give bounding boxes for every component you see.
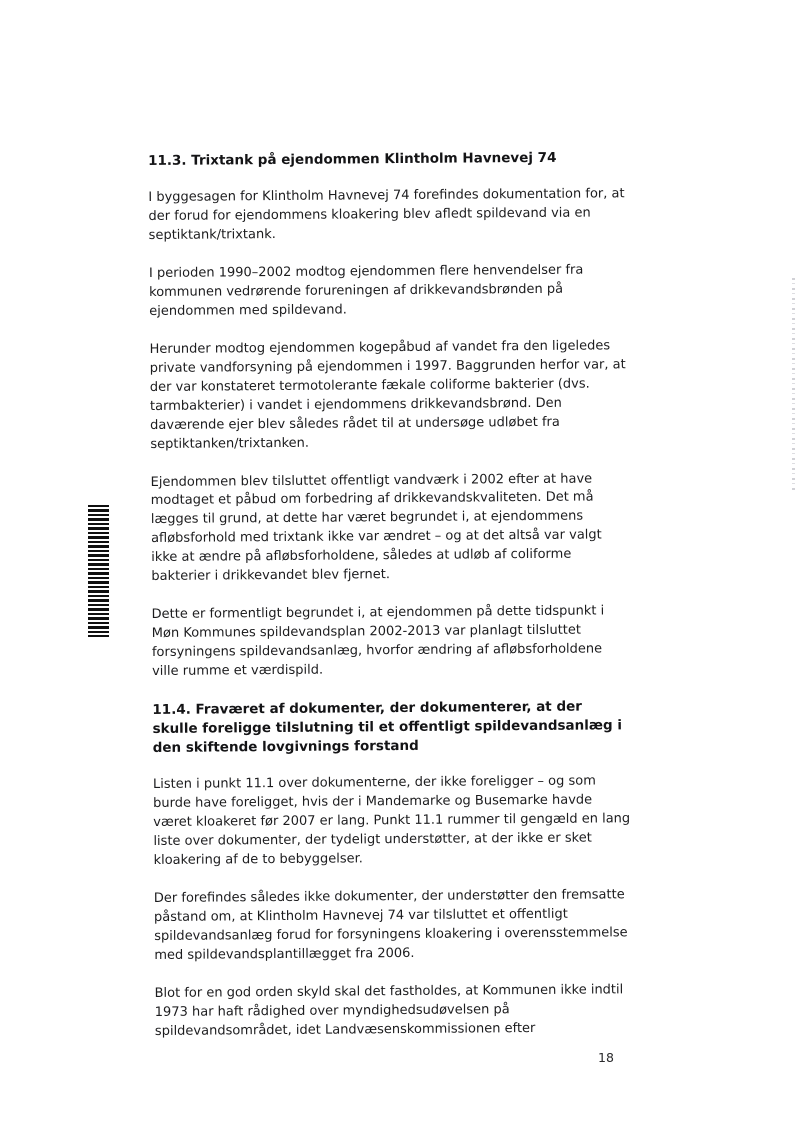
scan-margin-vertical-text-artifact (792, 278, 795, 493)
section-heading-11-4: 11.4. Fraværet af dokumenter, der dokumenterer, at der skulle foreligge tilslutning til et offentligt spildevandsanlæg i den skiftende lovgivnings forstand (152, 698, 623, 756)
paragraph-11-3-2: I perioden 1990–2002 modtog ejendommen flere henvendelser fra kommunen vedrørende forureningen af drikkevandsbrønden på ejendommen med spildevand. (148, 262, 584, 319)
scan-barcode-artifact (88, 505, 109, 637)
paragraph-11-4-3: Blot for en god orden skyld skal det fastholdes, at Kommunen ikke indtil 1973 har haft rådighed over myndighedsudøvelsen på spildevandsområdet, idet Landvæsenskommissionen efter (154, 981, 624, 1039)
paragraph-11-4-2: Der forefindes således ikke dokumenter, der understøtter den fremsatte påstand om, at Klintholm Havnevej 74 var tilsluttet et offentligt spildevandsanlæg forud for forsyningens kloakering i overensstemmelse med spildevandsplantillægget fra 2006. (153, 886, 628, 963)
paragraph-11-4-1: Listen i punkt 11.1 over dokumenterne, der ikke foreligger – og som burde have foreligget, hvis der i Mandemarke og Busemarke havde været kloakeret før 2007 er lang. Punkt 11.1 rummer til gengæld en lang liste over dokumenter, der tydeligt understøtter, at der ikke er sket kloakering af de to bebyggelser. (152, 773, 631, 868)
paragraph-11-3-1: I byggesagen for Klintholm Havnevej 74 forefindes dokumentation for, at der forud for ejendommens kloakering blev afledt spildevand via en septiktank/trixtank. (148, 186, 625, 243)
section-heading-11-3: 11.3. Trixtank på ejendommen Klintholm Havnevej 74 (148, 149, 557, 169)
paragraph-11-3-4: Ejendommen blev tilsluttet offentligt vandværk i 2002 efter at have modtaget et påbud om forbedring af drikkevandskvaliteten. Det må lægges til grund, at dette har været begrundet i, at ejendommens afløbsforhold med trixtank ikke var ændret – og at det altså var valgt ikke at ændre på afløbsforholdene, således at udløb af coliforme bakterier i drikkevandet blev fjernet. (150, 471, 602, 585)
paragraph-11-3-3: Herunder modtog ejendommen kogepåbud af vandet fra den ligeledes private vandforsyning på ejendommen i 1997. Baggrunden herfor var, at der var konstateret termotolerante fækale coliforme bakterier (dvs. tarmbakterier) i vandet i ejendommens drikkevandsbrønd. Den daværende ejer blev således rådet til at undersøge udløbet fra septiktanken/trixtanken. (149, 338, 626, 452)
document-content (148, 148, 633, 1060)
paragraph-11-3-5: Dette er formentligt begrundet i, at ejendommen på dette tidspunkt i Møn Kommunes spildevandsplan 2002-2013 var planlagt tilsluttet forsyningens spildevandsanlæg, hvorfor ændring af afløbsforholdene ville rumme et værdispild. (151, 603, 605, 680)
page-number: 18 (598, 1050, 614, 1065)
